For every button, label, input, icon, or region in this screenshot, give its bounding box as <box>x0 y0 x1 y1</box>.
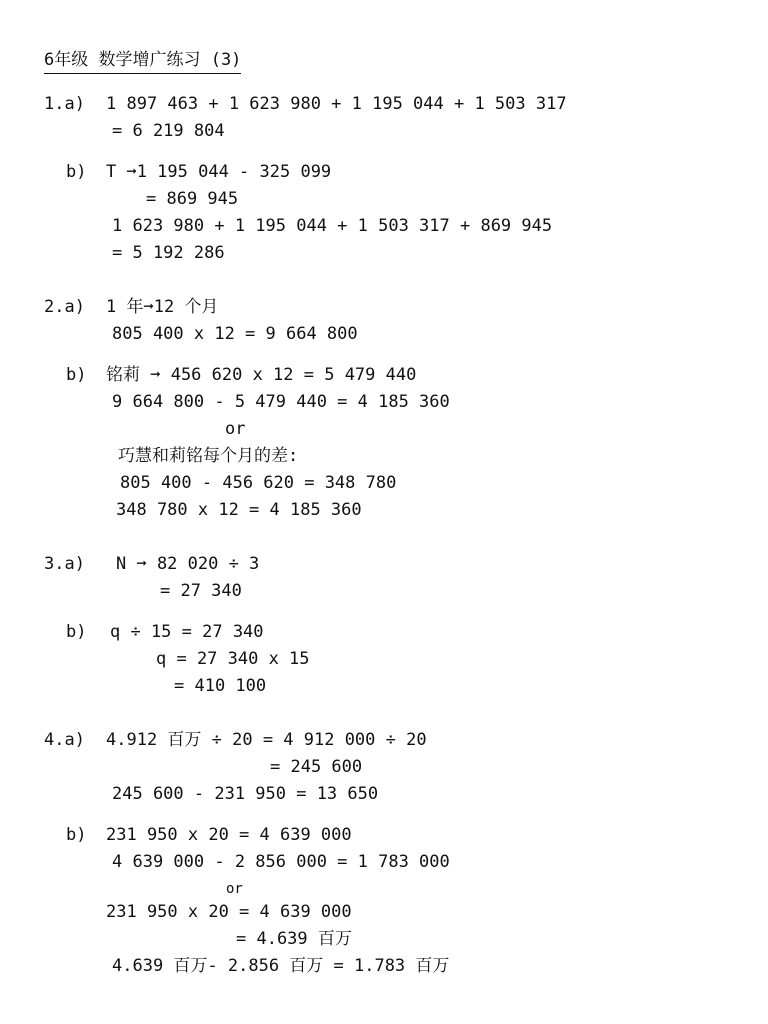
q4-label: 4.a) <box>44 730 85 750</box>
q3b-line2: q = 27 340 x 15 <box>156 649 310 669</box>
q2b-or: or <box>225 419 246 439</box>
q3b-label: b) <box>66 622 87 642</box>
q2a-line1: 1 年➞12 个月 <box>106 297 219 317</box>
q1b-line4: = 5 192 286 <box>112 243 225 263</box>
q3-label: 3.a) <box>44 554 85 574</box>
q2b-line2: 9 664 800 - 5 479 440 = 4 185 360 <box>112 392 450 412</box>
q4b-or: or <box>226 881 243 897</box>
q4a-line1: 4.912 百万 ÷ 20 = 4 912 000 ÷ 20 <box>106 730 427 750</box>
q3b-line1: q ÷ 15 = 27 340 <box>110 622 264 642</box>
q3a-line1: N ➞ 82 020 ÷ 3 <box>116 554 260 574</box>
q1b-line2: = 869 945 <box>146 189 239 209</box>
page-title: 6年级 数学增广练习 (3) <box>44 49 241 74</box>
q1a-line1: 1 897 463 + 1 623 980 + 1 195 044 + 1 503 317 <box>106 94 567 114</box>
q2b-line4: 805 400 - 456 620 = 348 780 <box>120 473 397 493</box>
q4b-line4: = 4.639 百万 <box>236 929 352 949</box>
q2b-line1: 铭莉 ➞ 456 620 x 12 = 5 479 440 <box>106 365 417 385</box>
q4b-label: b) <box>66 825 87 845</box>
q2-label: 2.a) <box>44 297 85 317</box>
q4b-line2: 4 639 000 - 2 856 000 = 1 783 000 <box>112 852 450 872</box>
q4b-line3: 231 950 x 20 = 4 639 000 <box>106 902 352 922</box>
q2b-line3: 巧慧和莉铭每个月的差: <box>118 446 299 466</box>
q1b-line1: T ➞1 195 044 - 325 099 <box>106 162 332 182</box>
q2a-line2: 805 400 x 12 = 9 664 800 <box>112 324 358 344</box>
q2b-label: b) <box>66 365 87 385</box>
q4b-line1: 231 950 x 20 = 4 639 000 <box>106 825 352 845</box>
q1-label: 1.a) <box>44 94 85 114</box>
q3a-line2: = 27 340 <box>160 581 242 601</box>
q4b-line5: 4.639 百万- 2.856 百万 = 1.783 百万 <box>112 956 450 976</box>
q2b-line5: 348 780 x 12 = 4 185 360 <box>116 500 362 520</box>
q4a-line2: = 245 600 <box>270 757 363 777</box>
q1a-line2: = 6 219 804 <box>112 121 225 141</box>
q1b-label: b) <box>66 162 87 182</box>
q4a-line3: 245 600 - 231 950 = 13 650 <box>112 784 379 804</box>
q1b-line3: 1 623 980 + 1 195 044 + 1 503 317 + 869 945 <box>112 216 553 236</box>
q3b-line3: = 410 100 <box>174 676 267 696</box>
